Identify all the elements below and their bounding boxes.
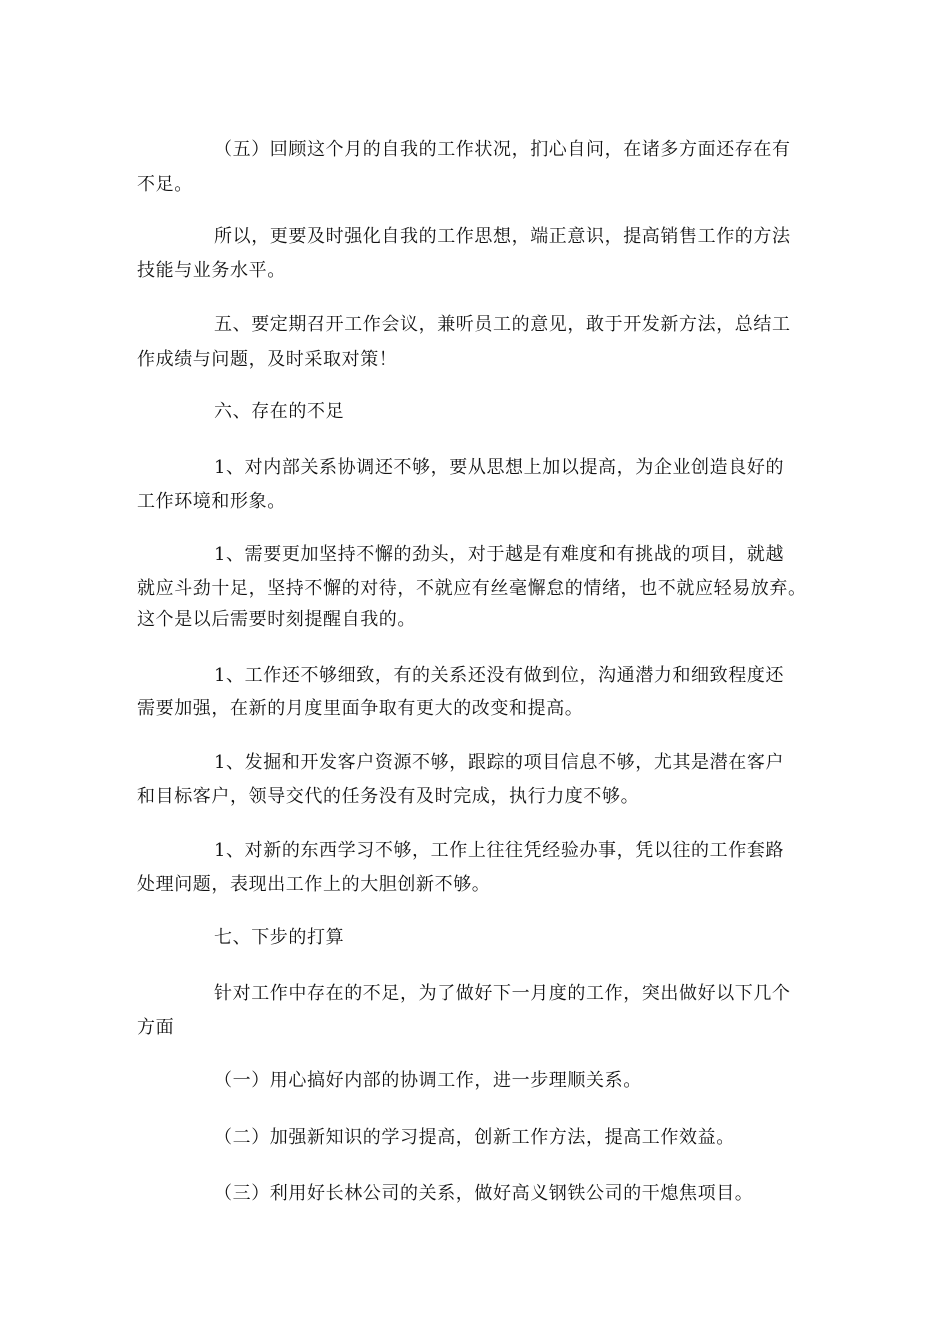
paragraph-line: 作成绩与问题，及时采取对策！	[137, 349, 398, 370]
paragraph-line: 五、要定期召开工作会议，兼听员工的意见，敢于开发新方法，总结工	[214, 314, 791, 335]
list-item: （一）用心搞好内部的协调工作，进一步理顺关系。	[214, 1070, 642, 1091]
paragraph-line: （五）回顾这个月的自我的工作状况，扪心自问，在诸多方面还存在有	[214, 139, 791, 160]
paragraph-line: 就应斗劲十足，坚持不懈的对待，不就应有丝毫懈怠的情绪，也不就应轻易放弃。	[137, 578, 807, 599]
paragraph-line: 1、工作还不够细致，有的关系还没有做到位，沟通潜力和细致程度还	[214, 665, 785, 686]
paragraph-line: 所以，更要及时强化自我的工作思想，端正意识，提高销售工作的方法	[214, 226, 791, 247]
paragraph-line: 和目标客户，领导交代的任务没有及时完成，执行力度不够。	[137, 786, 640, 807]
paragraph-line: 1、对新的东西学习不够，工作上往往凭经验办事，凭以往的工作套路	[214, 840, 785, 861]
section-heading: 七、下步的打算	[214, 927, 345, 948]
paragraph-line: 不足。	[137, 174, 193, 195]
section-heading: 六、存在的不足	[214, 401, 345, 422]
paragraph-line: 这个是以后需要时刻提醒自我的。	[137, 609, 416, 630]
paragraph-line: 处理问题，表现出工作上的大胆创新不够。	[137, 874, 491, 895]
list-item: （三）利用好长林公司的关系，做好高义钢铁公司的干熄焦项目。	[214, 1183, 754, 1204]
paragraph-line: 针对工作中存在的不足，为了做好下一月度的工作，突出做好以下几个	[214, 983, 791, 1004]
paragraph-line: 方面	[137, 1017, 175, 1038]
paragraph-line: 工作环境和形象。	[137, 491, 286, 512]
paragraph-line: 需要加强，在新的月度里面争取有更大的改变和提高。	[137, 698, 584, 719]
paragraph-line: 1、对内部关系协调还不够，要从思想上加以提高，为企业创造良好的	[214, 457, 785, 478]
paragraph-line: 1、需要更加坚持不懈的劲头，对于越是有难度和有挑战的项目，就越	[214, 544, 785, 565]
paragraph-line: 技能与业务水平。	[137, 260, 286, 281]
list-item: （二）加强新知识的学习提高，创新工作方法，提高工作效益。	[214, 1127, 735, 1148]
paragraph-line: 1、发掘和开发客户资源不够，跟踪的项目信息不够，尤其是潜在客户	[214, 752, 785, 773]
